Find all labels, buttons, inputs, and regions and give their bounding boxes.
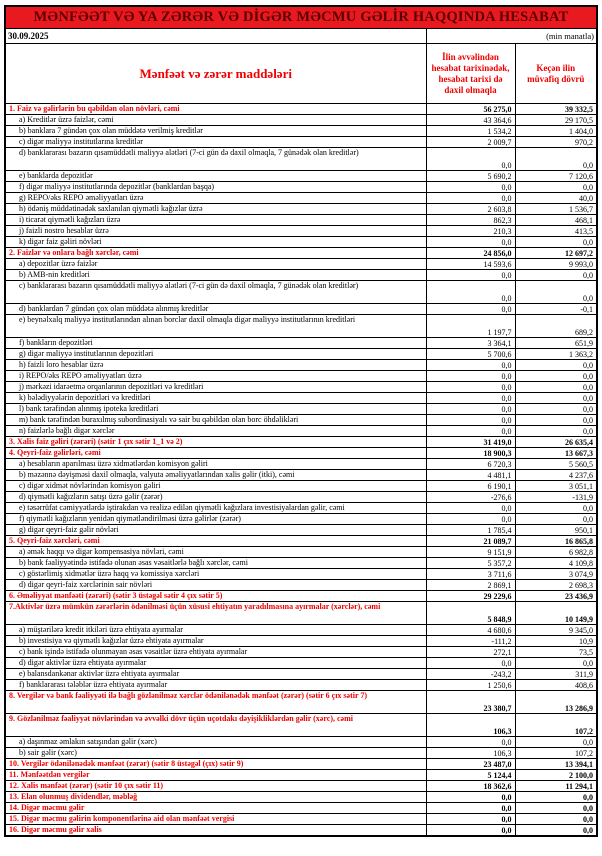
value-previous-period: 689,2 xyxy=(515,315,596,338)
column-header-current-period: İlin əvvəlindən hesabat tarixinədək, hesabat tarixi də daxil olmaqla xyxy=(426,44,515,104)
value-current-period: 18 362,6 xyxy=(426,781,515,792)
table-row xyxy=(6,536,596,547)
row-label: b) investisiya və qiymətli kağızlar üzrə ehtiyata ayırmalar xyxy=(6,636,426,647)
table-row xyxy=(6,825,596,836)
value-previous-period: 40,0 xyxy=(515,193,596,204)
table-row xyxy=(6,503,596,514)
column-header-previous-period: Keçən ilin müvafiq dövrü xyxy=(515,44,596,104)
row-label: b) banklara 7 gündən çox olan müddətə verilmiş kreditlər xyxy=(6,126,426,137)
row-label: 8. Vergilər və bank fəaliyyəti ilə bağlı gözlənilməz xərclər ödənilənədək mənfəət (zərər) (sətir 6 çıx sətir 7) xyxy=(6,691,426,714)
row-label: g) digər maliyyə institutlarının depozitləri xyxy=(6,349,426,360)
table-row xyxy=(6,658,596,669)
row-label: i) REPO/əks REPO əməliyyatları üzrə xyxy=(6,371,426,382)
value-current-period: 0,0 xyxy=(426,814,515,825)
value-previous-period: 10 149,9 xyxy=(515,602,596,625)
row-label: k) digər faiz gəliri növləri xyxy=(6,237,426,248)
value-previous-period: 13 286,9 xyxy=(515,691,596,714)
value-current-period: 5 357,2 xyxy=(426,558,515,569)
value-previous-period: 1 404,0 xyxy=(515,126,596,137)
value-current-period: 0,0 xyxy=(426,514,515,525)
row-label: a) Kreditlər üzrə faizlər, cəmi xyxy=(6,115,426,126)
value-previous-period: 6 982,8 xyxy=(515,547,596,558)
value-current-period: 21 089,7 xyxy=(426,536,515,547)
value-current-period: 0,0 xyxy=(426,503,515,514)
value-current-period: 0,0 xyxy=(426,825,515,836)
row-label: a) depozitlər üzrə faizlər xyxy=(6,259,426,270)
value-current-period: 23 380,7 xyxy=(426,691,515,714)
row-label: 5. Qeyri-faiz xərcləri, cəmi xyxy=(6,536,426,547)
value-current-period: -243,2 xyxy=(426,669,515,680)
value-previous-period: 0,0 xyxy=(515,237,596,248)
value-previous-period: 0,0 xyxy=(515,281,596,304)
row-label: 4. Qeyri-faiz gəlirləri, cəmi xyxy=(6,448,426,459)
value-current-period: 5 700,6 xyxy=(426,349,515,360)
row-label: n) faizlərlə bağlı digər xərclər xyxy=(6,426,426,437)
table-row xyxy=(6,448,596,459)
profit-loss-report xyxy=(4,5,598,837)
table-row xyxy=(6,204,596,215)
value-current-period: 24 856,0 xyxy=(426,248,515,259)
value-current-period: 0,0 xyxy=(426,304,515,315)
value-previous-period: 1 536,7 xyxy=(515,204,596,215)
table-row xyxy=(6,371,596,382)
row-label: f) qiymətli kağızların yenidən qiymətləndirilməsi üzrə gəlirlər (zərər) xyxy=(6,514,426,525)
table-row xyxy=(6,569,596,580)
value-previous-period: 0,0 xyxy=(515,148,596,171)
table-row xyxy=(6,558,596,569)
table-row xyxy=(6,104,596,115)
row-label: b) sair gəlir (xərc) xyxy=(6,748,426,759)
row-label: b) məzənnə dəyişməsi daxil olmaqla, valyuta əməliyyatlarından xalis gəlir (itki), cəmi xyxy=(6,470,426,481)
value-current-period: 106,3 xyxy=(426,748,515,759)
value-current-period: 210,3 xyxy=(426,226,515,237)
value-current-period: 0,0 xyxy=(426,404,515,415)
row-label: k) bələdiyyələrin depozitləri və kreditləri xyxy=(6,393,426,404)
value-current-period: 23 487,0 xyxy=(426,759,515,770)
row-label: c) digər xidmət növlərindən komisyon gəliri xyxy=(6,481,426,492)
row-label: e) beynəlxalq maliyyə institutlarından alınan borclar daxil olmaqla digər maliyyə institutlarının kreditləri xyxy=(6,315,426,338)
row-label: m) bank tərəfindən buraxılmış subordinasiyalı və sair bu qəbildən olan borc öhdəlikləri xyxy=(6,415,426,426)
table-row xyxy=(6,814,596,825)
value-previous-period: 311,9 xyxy=(515,669,596,680)
table-row xyxy=(6,481,596,492)
value-previous-period: 13 394,1 xyxy=(515,759,596,770)
table-row xyxy=(6,602,596,625)
row-label: d) banklararası bazarın qısamüddətli maliyyə alətləri (7-ci gün də daxil olmaqla, 7 günədək olan kreditlər) xyxy=(6,148,426,171)
table-row xyxy=(6,215,596,226)
row-label: c) digər maliyyə institutlarına kreditlər xyxy=(6,137,426,148)
table-row xyxy=(6,393,596,404)
table-row xyxy=(6,426,596,437)
value-previous-period: 2 100,0 xyxy=(515,770,596,781)
table-row xyxy=(6,803,596,814)
table-row xyxy=(6,404,596,415)
value-previous-period: 4 109,8 xyxy=(515,558,596,569)
table-row xyxy=(6,591,596,602)
row-label: 3. Xalis faiz gəliri (zərəri) (sətir 1 çıx sətir 1_1 və 2) xyxy=(6,437,426,448)
value-previous-period: 0,0 xyxy=(515,393,596,404)
column-header-row xyxy=(6,44,596,104)
row-label: a) əmək haqqı və digər kompensasiya növləri, cəmi xyxy=(6,547,426,558)
row-label: 2. Faizlər və onlara bağlı xərclər, cəmi xyxy=(6,248,426,259)
table-row xyxy=(6,770,596,781)
row-label: e) banklarda depozitlər xyxy=(6,171,426,182)
value-previous-period: 651,9 xyxy=(515,338,596,349)
table-row xyxy=(6,248,596,259)
table-row xyxy=(6,580,596,591)
row-label: 6. Əməliyyat mənfəəti (zərəri) (sətir 3 üstəgəl sətir 4 çıx sətir 5) xyxy=(6,591,426,602)
table-row xyxy=(6,315,596,338)
value-previous-period: 0,0 xyxy=(515,792,596,803)
table-row xyxy=(6,226,596,237)
value-current-period: 862,3 xyxy=(426,215,515,226)
value-current-period: 0,0 xyxy=(426,658,515,669)
table-row xyxy=(6,459,596,470)
value-current-period: -111,2 xyxy=(426,636,515,647)
table-row xyxy=(6,281,596,304)
value-previous-period: 5 560,5 xyxy=(515,459,596,470)
row-label: 9. Gözlənilməz fəaliyyət növlərindən və əvvəlki dövr üçün uçotdakı dəyişikliklərdən gəlir (xərc), cəmi xyxy=(6,714,426,737)
row-label: 1. Faiz və gəlirlərin bu qəbildən olan növləri, cəmi xyxy=(6,104,426,115)
value-previous-period: 4 237,6 xyxy=(515,470,596,481)
table-row xyxy=(6,625,596,636)
table-row xyxy=(6,193,596,204)
value-previous-period: 950,1 xyxy=(515,525,596,536)
table-row xyxy=(6,360,596,371)
row-label: 7.Aktivlər üzrə mümkün zərərlərin ödənilməsi üçün xüsusi ehtiyatın yaradılmasına ayırmalar (xərclər), cəmi xyxy=(6,602,426,625)
row-label: c) banklararası bazarın qısamüddətli maliyyə alətləri (7-ci gün də daxil olmaqla, 7 günədək olan kreditlər) xyxy=(6,281,426,304)
value-current-period: 1 197,7 xyxy=(426,315,515,338)
value-current-period: 0,0 xyxy=(426,426,515,437)
value-current-period: 1 534,2 xyxy=(426,126,515,137)
value-previous-period: 12 697,2 xyxy=(515,248,596,259)
value-current-period: 29 229,6 xyxy=(426,591,515,602)
row-label: 10. Vergilər ödənilənədək mənfəət (zərər) (sətir 8 üstəgəl (çıx) sətir 9) xyxy=(6,759,426,770)
row-label: d) qiymətli kağızların satışı üzrə gəlir (zərər) xyxy=(6,492,426,503)
value-current-period: 0,0 xyxy=(426,792,515,803)
table-row xyxy=(6,492,596,503)
row-label: 13. Elan olunmuş dividendlər, məbləğ xyxy=(6,792,426,803)
table-row xyxy=(6,669,596,680)
row-label: i) ticarət qiymətli kağızları üzrə xyxy=(6,215,426,226)
value-previous-period: 3 074,9 xyxy=(515,569,596,580)
table-row xyxy=(6,304,596,315)
value-current-period: 0,0 xyxy=(426,193,515,204)
value-previous-period: 0,0 xyxy=(515,382,596,393)
value-current-period: 0,0 xyxy=(426,237,515,248)
column-header-items: Mənfəət və zərər maddələri xyxy=(6,44,426,104)
value-previous-period: 3 051,1 xyxy=(515,481,596,492)
table-row xyxy=(6,126,596,137)
value-previous-period: 29 170,5 xyxy=(515,115,596,126)
report-table-body xyxy=(6,104,596,836)
value-previous-period: 1 363,2 xyxy=(515,349,596,360)
value-previous-period: 0,0 xyxy=(515,426,596,437)
value-current-period: 272,1 xyxy=(426,647,515,658)
value-current-period: 2 869,1 xyxy=(426,580,515,591)
value-current-period: -276,6 xyxy=(426,492,515,503)
value-previous-period: 107,2 xyxy=(515,748,596,759)
value-current-period: 1 785,4 xyxy=(426,525,515,536)
value-current-period: 0,0 xyxy=(426,182,515,193)
row-label: f) digər maliyyə institutlarında depozitlər (banklardan başqa) xyxy=(6,182,426,193)
table-row xyxy=(6,514,596,525)
table-row xyxy=(6,382,596,393)
value-current-period: 0,0 xyxy=(426,270,515,281)
report-title: MƏNFƏƏT VƏ YA ZƏRƏR VƏ DİGƏR MƏCMU GƏLİR HAQQINDA HESABAT xyxy=(6,7,596,29)
row-label: 16. Digər məcmu gəlir xalis xyxy=(6,825,426,836)
row-label: f) bankların depozitləri xyxy=(6,338,426,349)
value-previous-period: 73,5 xyxy=(515,647,596,658)
value-previous-period: -0,1 xyxy=(515,304,596,315)
value-current-period: 2 009,7 xyxy=(426,137,515,148)
row-label: l) bank tərəfindən alınmış ipoteka kreditləri xyxy=(6,404,426,415)
value-previous-period: 0,0 xyxy=(515,371,596,382)
table-row xyxy=(6,647,596,658)
row-label: 15. Digər məcmu gəlirin komponentlərinə aid olan mənfəət vergisi xyxy=(6,814,426,825)
row-label: a) hesabların aparılması üzrə xidmətlərdən komisyon gəliri xyxy=(6,459,426,470)
table-row xyxy=(6,415,596,426)
table-row xyxy=(6,115,596,126)
value-current-period: 0,0 xyxy=(426,737,515,748)
table-row xyxy=(6,759,596,770)
value-previous-period: 107,2 xyxy=(515,714,596,737)
value-previous-period: 26 635,4 xyxy=(515,437,596,448)
row-label: h) ödəniş müddətinədək saxlanılan qiymətli kağızlar üzrə xyxy=(6,204,426,215)
row-label: d) digər aktivlər üzrə ehtiyata ayırmalar xyxy=(6,658,426,669)
table-row xyxy=(6,259,596,270)
row-label: a) daşınmaz əmlakın satışından gəlir (xərc) xyxy=(6,737,426,748)
value-previous-period: 0,0 xyxy=(515,803,596,814)
value-previous-period: 0,0 xyxy=(515,415,596,426)
table-row xyxy=(6,237,596,248)
row-label: b) AMB-nin kreditləri xyxy=(6,270,426,281)
row-label: 14. Digər məcmu gəlir xyxy=(6,803,426,814)
value-current-period: 5 690,2 xyxy=(426,171,515,182)
value-previous-period: 0,0 xyxy=(515,825,596,836)
value-previous-period: 413,5 xyxy=(515,226,596,237)
value-previous-period: 0,0 xyxy=(515,658,596,669)
value-previous-period: 0,0 xyxy=(515,404,596,415)
value-current-period: 3 364,1 xyxy=(426,338,515,349)
table-row xyxy=(6,691,596,714)
value-previous-period: 9 993,0 xyxy=(515,259,596,270)
value-current-period: 56 275,0 xyxy=(426,104,515,115)
value-current-period: 4 481,1 xyxy=(426,470,515,481)
table-row xyxy=(6,270,596,281)
value-previous-period: 0,0 xyxy=(515,814,596,825)
report-date: 30.09.2025 xyxy=(6,29,426,44)
value-previous-period: 11 294,1 xyxy=(515,781,596,792)
table-row xyxy=(6,525,596,536)
row-label: c) göstərlimiş xidmətlər üzrə haqq və komissiya xərcləri xyxy=(6,569,426,580)
row-label: d) digər qeyri-faiz xərclərinin sair növləri xyxy=(6,580,426,591)
value-current-period: 6 720,3 xyxy=(426,459,515,470)
value-current-period: 0,0 xyxy=(426,281,515,304)
row-label: 12. Xalis mənfəət (zərər) (sətir 10 çıx sətir 11) xyxy=(6,781,426,792)
row-label: c) bank işində istifadə olunmayan əsas vəsaitlər üzrə ehtiyata ayırmalar xyxy=(6,647,426,658)
value-previous-period: 0,0 xyxy=(515,503,596,514)
row-label: d) banklardan 7 gündən çox olan müddətə alınmış kreditlər xyxy=(6,304,426,315)
value-previous-period: 2 698,3 xyxy=(515,580,596,591)
value-current-period: 0,0 xyxy=(426,148,515,171)
value-current-period: 0,0 xyxy=(426,371,515,382)
value-previous-period: 0,0 xyxy=(515,360,596,371)
value-current-period: 0,0 xyxy=(426,393,515,404)
table-row xyxy=(6,148,596,171)
value-previous-period: 16 865,8 xyxy=(515,536,596,547)
value-current-period: 18 900,3 xyxy=(426,448,515,459)
unit-note: (min manatla) xyxy=(426,29,596,44)
report-table xyxy=(6,29,596,835)
row-label: e) təsərrüfat cəmiyyətlərdə iştirakdan və realizə edilən qiymətli kağızlara investisiyalardan gəlir, cəmi xyxy=(6,503,426,514)
table-row xyxy=(6,470,596,481)
date-row xyxy=(6,29,596,44)
row-label: j) mərkəzi idarəetmə orqanlarının depozitləri və kreditləri xyxy=(6,382,426,393)
value-current-period: 0,0 xyxy=(426,415,515,426)
value-previous-period: 970,2 xyxy=(515,137,596,148)
value-current-period: 6 190,1 xyxy=(426,481,515,492)
value-current-period: 4 680,6 xyxy=(426,625,515,636)
table-row xyxy=(6,182,596,193)
value-previous-period: 10,9 xyxy=(515,636,596,647)
row-label: f) banklararası tələblər üzrə ehtiyata ayırmalar xyxy=(6,680,426,691)
table-row xyxy=(6,781,596,792)
table-row xyxy=(6,137,596,148)
value-current-period: 1 250,6 xyxy=(426,680,515,691)
value-current-period: 0,0 xyxy=(426,360,515,371)
value-current-period: 14 593,6 xyxy=(426,259,515,270)
value-previous-period: -131,9 xyxy=(515,492,596,503)
row-label: g) REPO/əks REPO əməliyyatları üzrə xyxy=(6,193,426,204)
value-current-period: 2 603,8 xyxy=(426,204,515,215)
value-current-period: 31 419,0 xyxy=(426,437,515,448)
table-row xyxy=(6,171,596,182)
table-row xyxy=(6,349,596,360)
row-label: 11. Mənfəətdən vergilər xyxy=(6,770,426,781)
value-current-period: 3 711,6 xyxy=(426,569,515,580)
row-label: g) digər qeyri-faiz gəlir növləri xyxy=(6,525,426,536)
value-current-period: 106,3 xyxy=(426,714,515,737)
value-current-period: 43 364,6 xyxy=(426,115,515,126)
value-current-period: 5 124,4 xyxy=(426,770,515,781)
value-current-period: 5 848,9 xyxy=(426,602,515,625)
value-previous-period: 0,0 xyxy=(515,514,596,525)
value-current-period: 9 151,9 xyxy=(426,547,515,558)
table-row xyxy=(6,338,596,349)
value-previous-period: 7 120,6 xyxy=(515,171,596,182)
value-previous-period: 408,6 xyxy=(515,680,596,691)
table-row xyxy=(6,437,596,448)
table-row xyxy=(6,714,596,737)
table-row xyxy=(6,547,596,558)
value-previous-period: 0,0 xyxy=(515,182,596,193)
value-previous-period: 0,0 xyxy=(515,270,596,281)
value-previous-period: 39 332,5 xyxy=(515,104,596,115)
row-label: e) balansdankənar aktivlər üzrə ehtiyata ayırmalar xyxy=(6,669,426,680)
table-row xyxy=(6,737,596,748)
row-label: j) faizli nostro hesablar üzrə xyxy=(6,226,426,237)
row-label: a) müştərilərə kredit itkiləri üzrə ehtiyata ayırmalar xyxy=(6,625,426,636)
table-row xyxy=(6,636,596,647)
value-previous-period: 23 436,9 xyxy=(515,591,596,602)
value-previous-period: 468,1 xyxy=(515,215,596,226)
row-label: h) faizli loro hesablar üzrə xyxy=(6,360,426,371)
value-previous-period: 13 667,3 xyxy=(515,448,596,459)
value-previous-period: 9 345,0 xyxy=(515,625,596,636)
table-row xyxy=(6,680,596,691)
table-row xyxy=(6,748,596,759)
value-previous-period: 0,0 xyxy=(515,737,596,748)
value-current-period: 0,0 xyxy=(426,382,515,393)
row-label: b) bank fəaliyyətində istifadə olunan əsas vəsaitlərlə bağlı xərclər, cəmi xyxy=(6,558,426,569)
table-row xyxy=(6,792,596,803)
value-current-period: 0,0 xyxy=(426,803,515,814)
